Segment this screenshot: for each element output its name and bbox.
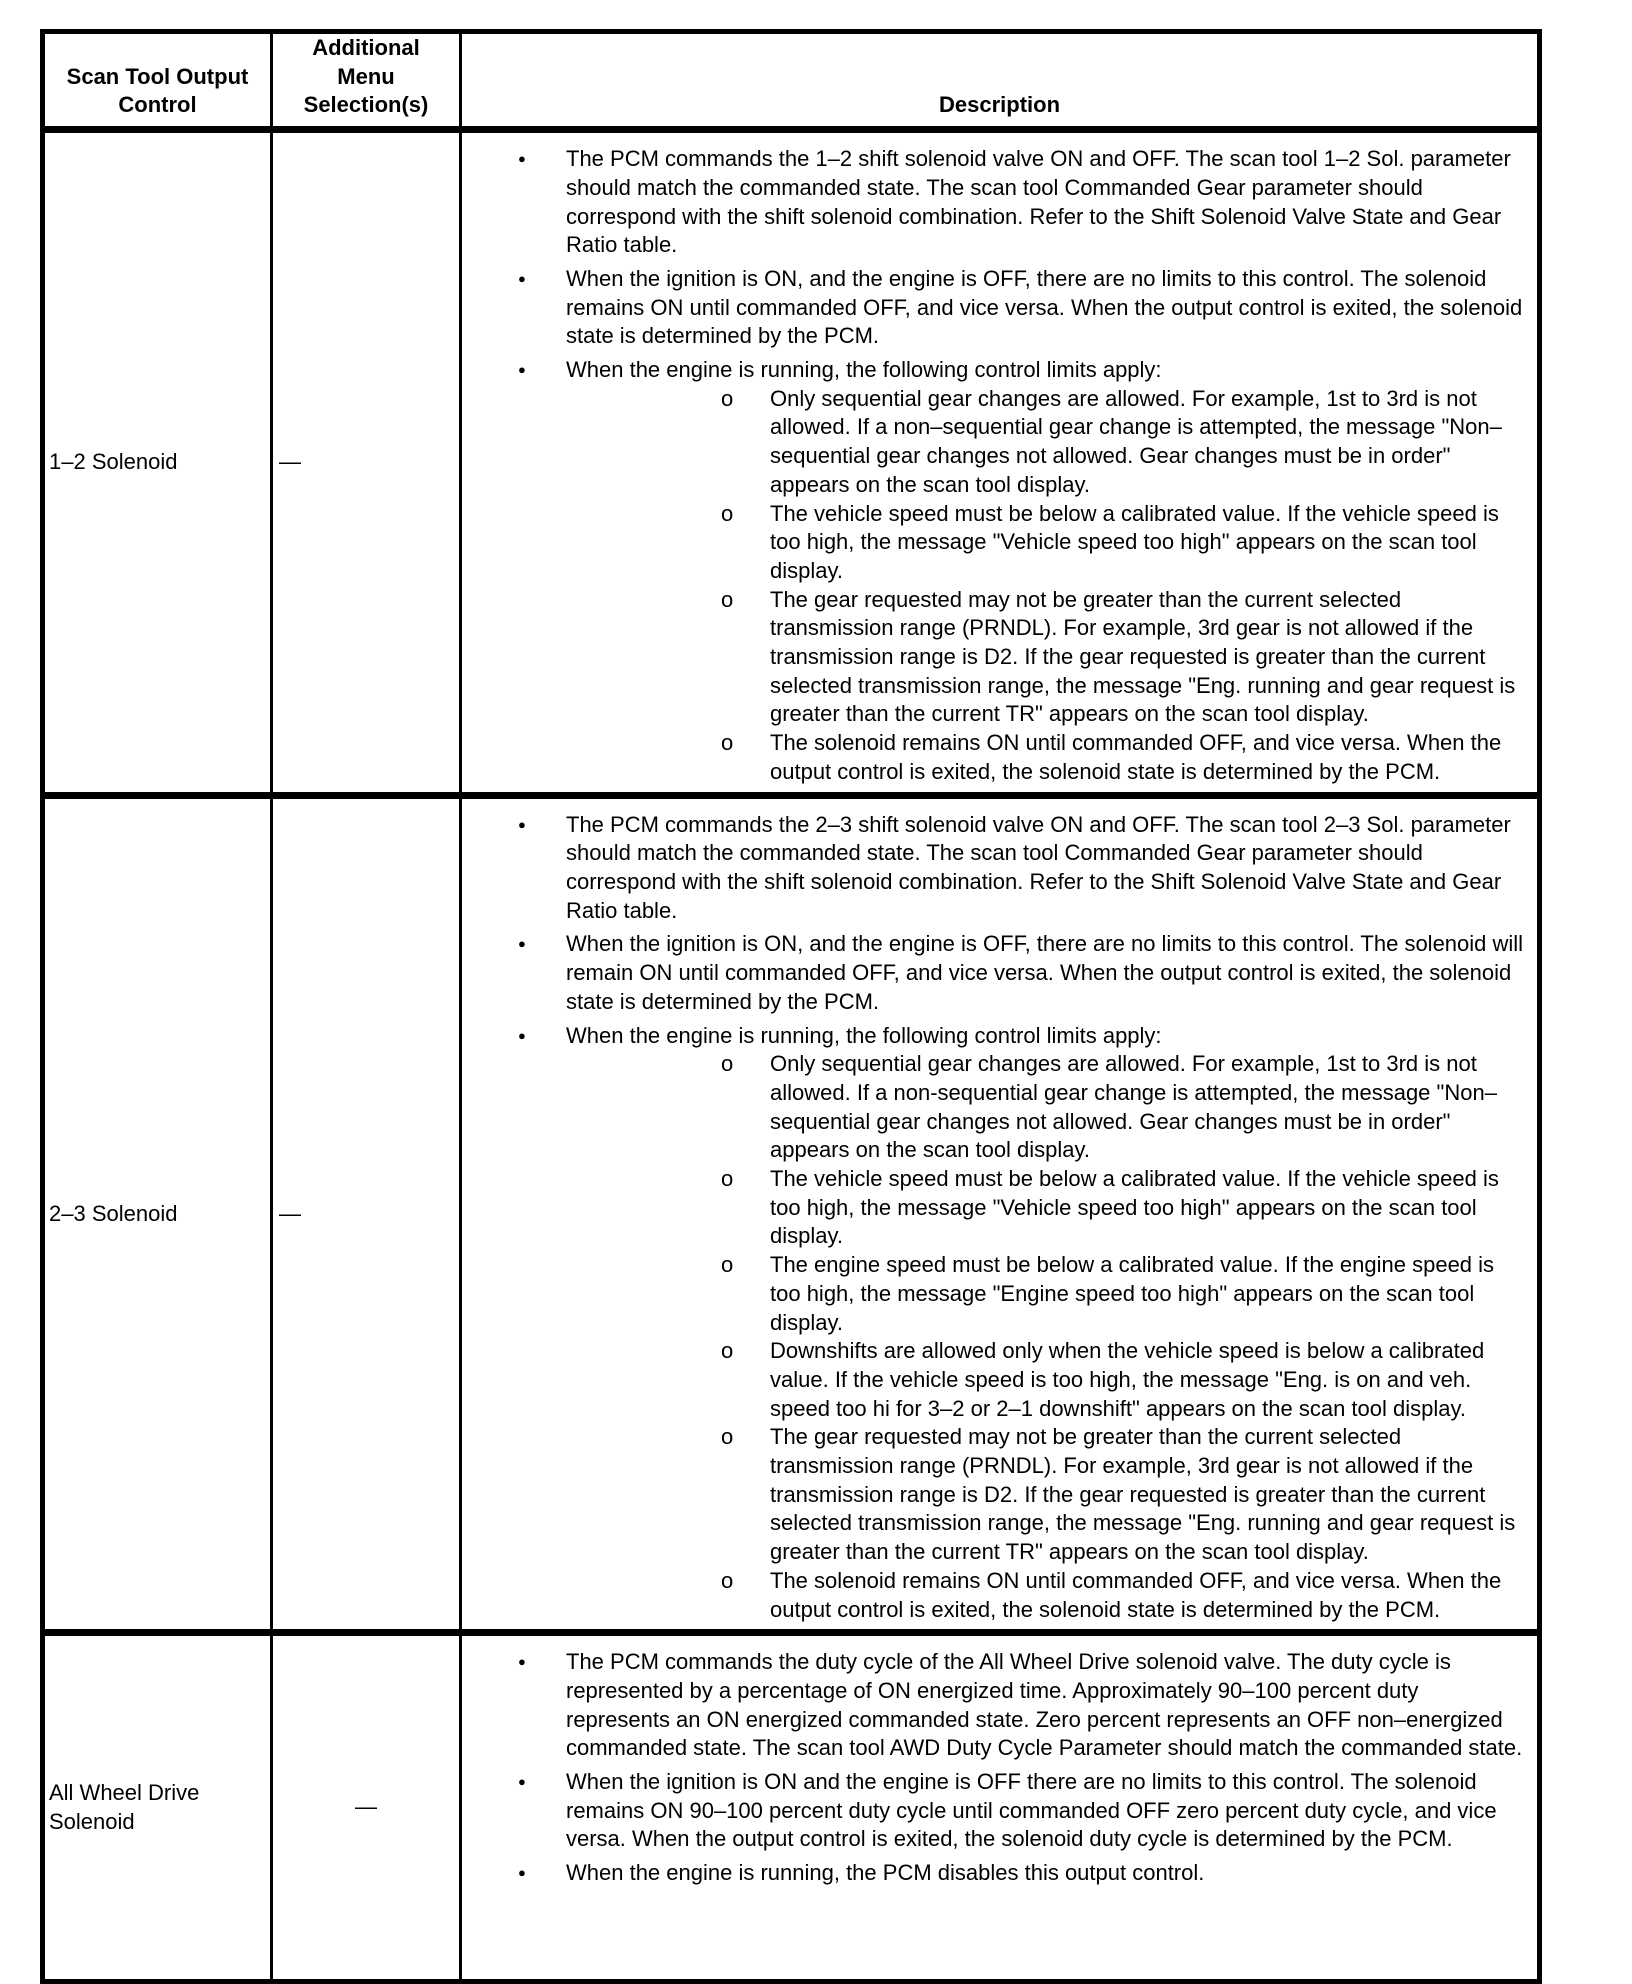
circle-bullet-icon: o	[721, 730, 734, 756]
sub-bullet-item	[566, 1337, 1527, 1423]
sub-bullet-item	[566, 586, 1527, 730]
bullet-icon: ●	[518, 1027, 526, 1043]
table-row	[43, 1633, 1540, 1982]
bullet-text: When the engine is running, the PCM disables this output control.	[566, 1860, 1205, 1886]
sub-bullet-item	[566, 729, 1527, 786]
sub-bullet-text: The gear requested may not be greater than the current selected transmission range (PRNDL). For example, 3rd gear is not allowed if the transmission range is D2. If the gear requested is greater than the current selected transmission range, the message "Eng. running and gear request is greater than the current TR" appears on the scan tool display.	[770, 586, 1516, 727]
output-control-name: 2–3 Solenoid	[43, 795, 272, 1633]
header-description: Description	[461, 32, 1540, 130]
sub-bullet-text: The vehicle speed must be below a calibrated value. If the vehicle speed is too high, the message "Vehicle speed too high" appears on the scan tool display.	[770, 500, 1499, 583]
bullet-item	[462, 1859, 1527, 1888]
bullet-item	[462, 356, 1527, 787]
bullet-text: When the ignition is ON, and the engine is OFF, there are no limits to this control. The solenoid will remain ON until commanded OFF, and vice versa. When the output control is exited, the solenoid state is determined by the PCM.	[566, 931, 1524, 1014]
circle-bullet-icon: o	[721, 1051, 734, 1077]
circle-bullet-icon: o	[721, 1252, 734, 1278]
bullet-icon: ●	[518, 1865, 526, 1881]
bullet-list	[462, 145, 1527, 786]
bullet-icon: ●	[518, 816, 526, 832]
sub-bullet-item	[566, 1423, 1527, 1567]
sub-bullet-text: The engine speed must be below a calibrated value. If the engine speed is too high, the message "Engine speed too high" appears on the scan tool display.	[770, 1252, 1495, 1335]
description-cell	[461, 130, 1540, 795]
sub-bullet-item	[566, 385, 1527, 500]
output-control-table	[40, 29, 1542, 1984]
circle-bullet-icon: o	[721, 1166, 734, 1192]
circle-bullet-icon: o	[721, 586, 734, 612]
menu-selection: —	[272, 795, 461, 1633]
sub-bullet-text: Only sequential gear changes are allowed. For example, 1st to 3rd is not allowed. If a non-sequential gear change is attempted, the message "Non–sequential gear changes not allowed. Gear changes must be in order" appears on the scan tool display.	[770, 1051, 1497, 1163]
bullet-item	[462, 265, 1527, 351]
sub-bullet-item	[566, 1165, 1527, 1251]
bullet-text: When the engine is running, the following control limits apply:	[566, 357, 1162, 383]
sub-bullet-list	[566, 385, 1527, 787]
bullet-text: The PCM commands the 1–2 shift solenoid valve ON and OFF. The scan tool 1–2 Sol. parameter should match the commanded state. The scan tool Commanded Gear parameter should correspond with the shift solenoid combination. Refer to the Shift Solenoid Valve State and Gear Ratio table.	[566, 146, 1511, 258]
output-control-name: 1–2 Solenoid	[43, 130, 272, 795]
sub-bullet-list	[566, 1050, 1527, 1624]
bullet-item	[462, 145, 1527, 260]
table-row	[43, 795, 1540, 1633]
circle-bullet-icon: o	[721, 1567, 734, 1593]
sub-bullet-item	[566, 1251, 1527, 1337]
header-scan-tool-output-control: Scan Tool Output Control	[43, 32, 272, 130]
sub-bullet-item	[566, 1567, 1527, 1624]
header-additional-menu-selections: Additional Menu Selection(s)	[272, 32, 461, 130]
bullet-icon: ●	[518, 151, 526, 167]
bullet-text: The PCM commands the 2–3 shift solenoid valve ON and OFF. The scan tool 2–3 Sol. parameter should match the commanded state. The scan tool Commanded Gear parameter should correspond with the shift solenoid combination. Refer to the Shift Solenoid Valve State and Gear Ratio table.	[566, 811, 1511, 923]
bullet-list	[462, 1648, 1527, 1888]
header-row	[43, 32, 1540, 130]
bullet-icon: ●	[518, 1654, 526, 1670]
table-row	[43, 130, 1540, 795]
sub-bullet-item	[566, 500, 1527, 586]
bullet-item	[462, 930, 1527, 1016]
bullet-icon: ●	[518, 1774, 526, 1790]
sub-bullet-text: Only sequential gear changes are allowed. For example, 1st to 3rd is not allowed. If a non–sequential gear change is attempted, the message "Non–sequential gear changes not allowed. Gear changes must be in order" appears on the scan tool display.	[770, 385, 1502, 497]
bullet-text: The PCM commands the duty cycle of the All Wheel Drive solenoid valve. The duty cycle is represented by a percentage of ON energized time. Approximately 90–100 percent duty represents an ON energized commanded state. Zero percent represents an OFF non–energized commanded state. The scan tool AWD Duty Cycle Parameter should match the commanded state.	[566, 1649, 1523, 1761]
menu-selection: —	[272, 1633, 461, 1982]
circle-bullet-icon: o	[721, 1424, 734, 1450]
sub-bullet-text: The solenoid remains ON until commanded OFF, and vice versa. When the output control is exited, the solenoid state is determined by the PCM.	[770, 730, 1502, 784]
menu-selection: —	[272, 130, 461, 795]
bullet-item	[462, 1768, 1527, 1854]
description-cell	[461, 1633, 1540, 1982]
bullet-icon: ●	[518, 362, 526, 378]
bullet-item	[462, 1022, 1527, 1625]
sub-bullet-text: The solenoid remains ON until commanded OFF, and vice versa. When the output control is exited, the solenoid state is determined by the PCM.	[770, 1567, 1502, 1622]
bullet-text: When the ignition is ON, and the engine is OFF, there are no limits to this control. The solenoid remains ON until commanded OFF, and vice versa. When the output control is exited, the solenoid state is determined by the PCM.	[566, 265, 1523, 349]
sub-bullet-item	[566, 1050, 1527, 1165]
circle-bullet-icon: o	[721, 500, 734, 526]
bullet-icon: ●	[518, 936, 526, 952]
bullet-item	[462, 1648, 1527, 1763]
sub-bullet-text: The gear requested may not be greater than the current selected transmission range (PRNDL). For example, 3rd gear is not allowed if the transmission range is D2. If the gear requested is greater than the current selected transmission range, the message "Eng. running and gear request is greater than the current TR" appears on the scan tool display.	[770, 1424, 1516, 1565]
bullet-item	[462, 811, 1527, 926]
circle-bullet-icon: o	[721, 1338, 734, 1364]
bullet-icon: ●	[518, 270, 526, 286]
circle-bullet-icon: o	[721, 385, 734, 411]
bullet-text: When the ignition is ON and the engine is OFF there are no limits to this control. The solenoid remains ON 90–100 percent duty cycle until commanded OFF zero percent duty cycle, and vice versa. When the output control is exited, the solenoid duty cycle is determined by the PCM.	[566, 1769, 1497, 1852]
output-control-name: All Wheel Drive Solenoid	[43, 1633, 272, 1982]
sub-bullet-text: The vehicle speed must be below a calibrated value. If the vehicle speed is too high, the message "Vehicle speed too high" appears on the scan tool display.	[770, 1166, 1499, 1249]
bullet-list	[462, 811, 1527, 1625]
sub-bullet-text: Downshifts are allowed only when the vehicle speed is below a calibrated value. If the vehicle speed is too high, the message "Eng. is on and veh. speed too hi for 3–2 or 2–1 downshift" appears on the scan tool display.	[770, 1338, 1485, 1421]
description-cell	[461, 795, 1540, 1633]
bullet-text: When the engine is running, the following control limits apply:	[566, 1022, 1162, 1048]
